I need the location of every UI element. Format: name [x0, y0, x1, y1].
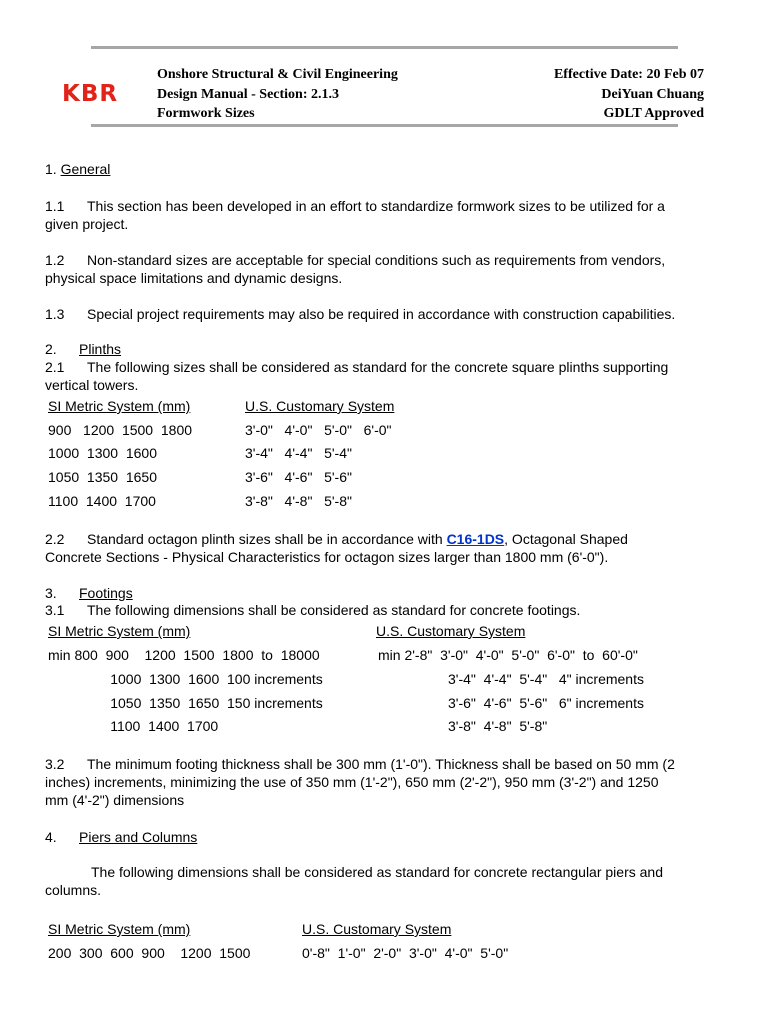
paragraph-3-2 — [45, 755, 725, 773]
paragraph-text: The following sizes shall be considered as standard for the concrete square plinths supporting — [87, 359, 669, 375]
paragraph-2-2 — [45, 530, 725, 548]
paragraph-4-1-cont: columns. — [45, 882, 102, 898]
paragraph-2-1-cont: vertical towers. — [45, 377, 139, 393]
section-title: General — [60, 161, 111, 177]
paragraph-number: 1.3 — [45, 306, 65, 322]
paragraph-2-2-cont: Concrete Sections - Physical Characteristics for octagon sizes larger than 1800 mm (6'-0"). — [45, 549, 609, 565]
pier-us-header: U.S. Customary System — [302, 921, 452, 937]
paragraph-text: , Octagonal Shaped — [504, 531, 628, 547]
paragraph-3-1 — [45, 601, 725, 619]
paragraph-3-2-cont: inches) increments, minimizing the use of 350 mm (1'-2"), 650 mm (2'-2"), 950 mm (3'-2") and 1250 — [45, 774, 659, 790]
section-1-heading — [45, 160, 725, 178]
plinth-us-header: U.S. Customary System — [245, 398, 395, 414]
footing-si-row: 1000 1300 1600 100 increments — [48, 671, 323, 687]
paragraph-1-2 — [45, 251, 725, 269]
plinth-si-row: 900 1200 1500 1800 — [48, 422, 193, 438]
footing-si-header: SI Metric System (mm) — [48, 623, 191, 639]
section-3-heading — [45, 584, 725, 602]
section-title: Plinths — [79, 341, 122, 357]
section-number: 4. — [45, 829, 57, 845]
pier-us-row: 0'-8" 1'-0" 2'-0" 3'-0" 4'-0" 5'-0" — [302, 945, 509, 961]
footing-us-row: min 2'-8" 3'-0" 4'-0" 5'-0" 6'-0" to 60'-0" — [378, 647, 638, 663]
plinth-us-row: 3'-6" 4'-6" 5'-6" — [245, 469, 352, 485]
paragraph-text: Standard octagon plinth sizes shall be in accordance with — [87, 531, 447, 547]
author: DeiYuan Chuang — [601, 86, 704, 102]
paragraph-number: 3.2 — [45, 756, 65, 772]
header-meta-block — [554, 65, 704, 124]
plinth-us-row: 3'-0" 4'-0" 5'-0" 6'-0" — [245, 422, 392, 438]
section-number: 3. — [45, 585, 57, 601]
header-top-rule — [91, 46, 678, 49]
paragraph-text: The following dimensions shall be considered as standard for concrete footings. — [87, 602, 581, 618]
footing-si-row: min 800 900 1200 1500 1800 to 18000 — [48, 647, 320, 663]
plinth-si-header: SI Metric System (mm) — [48, 398, 191, 414]
plinth-si-row: 1100 1400 1700 — [48, 493, 156, 509]
paragraph-text: The minimum footing thickness shall be 300 mm (1'-0"). Thickness shall be based on 50 mm (2 — [87, 756, 675, 772]
section-4-heading — [45, 828, 725, 846]
section-number: 1. — [45, 161, 61, 177]
section-title: Footings — [79, 585, 133, 601]
header-title-block — [157, 65, 398, 124]
plinth-us-row: 3'-4" 4'-4" 5'-4" — [245, 445, 352, 461]
footing-us-header: U.S. Customary System — [376, 623, 526, 639]
header-title-line: Onshore Structural & Civil Engineering — [157, 67, 398, 82]
paragraph-number: 2.2 — [45, 531, 65, 547]
paragraph-4-1 — [45, 863, 725, 881]
paragraph-number: 1.2 — [45, 252, 65, 268]
section-title: Piers and Columns — [79, 829, 198, 845]
paragraph-1-3 — [45, 305, 725, 323]
plinth-us-row: 3'-8" 4'-8" 5'-8" — [245, 493, 352, 509]
footing-us-row: 3'-4" 4'-4" 5'-4" 4" increments — [378, 671, 644, 687]
paragraph-text: This section has been developed in an effort to standardize formwork sizes to be utilized for a — [87, 198, 665, 214]
footing-si-row: 1050 1350 1650 150 increments — [48, 695, 323, 711]
paragraph-text: The following dimensions shall be considered as standard for concrete rectangular piers and — [91, 864, 663, 880]
header-title-line: Design Manual - Section: 2.1.3 — [157, 86, 339, 102]
footing-us-row: 3'-8" 4'-8" 5'-8" — [378, 718, 548, 734]
plinth-si-row: 1000 1300 1600 — [48, 445, 157, 461]
kbr-logo: KBR — [62, 81, 119, 107]
pier-si-header: SI Metric System (mm) — [48, 921, 191, 937]
paragraph-2-1 — [45, 358, 725, 376]
paragraph-1-1-cont: given project. — [45, 216, 129, 232]
header-title-line: Formwork Sizes — [157, 106, 255, 121]
effective-date: Effective Date: 20 Feb 07 — [553, 67, 704, 82]
section-2-heading — [45, 340, 725, 358]
header-bottom-rule — [91, 124, 678, 127]
paragraph-1-2-cont: physical space limitations and dynamic designs. — [45, 270, 343, 286]
c16-1ds-link[interactable]: C16-1DS — [446, 531, 505, 547]
footing-us-row: 3'-6" 4'-6" 5'-6" 6" increments — [378, 695, 644, 711]
paragraph-number: 1.1 — [45, 198, 65, 214]
footing-si-row: 1100 1400 1700 — [48, 718, 219, 734]
plinth-si-row: 1050 1350 1650 — [48, 469, 157, 485]
paragraph-1-1 — [45, 197, 725, 215]
paragraph-number: 3.1 — [45, 602, 65, 618]
approval-status: GDLT Approved — [603, 106, 704, 121]
paragraph-text: Special project requirements may also be required in accordance with construction capabilities. — [87, 306, 676, 322]
pier-si-row: 200 300 600 900 1200 1500 — [48, 945, 251, 961]
paragraph-text: Non-standard sizes are acceptable for special conditions such as requirements from vendors, — [87, 252, 666, 268]
section-number: 2. — [45, 341, 57, 357]
paragraph-3-2-cont: mm (4'-2") dimensions — [45, 792, 185, 808]
paragraph-number: 2.1 — [45, 359, 65, 375]
